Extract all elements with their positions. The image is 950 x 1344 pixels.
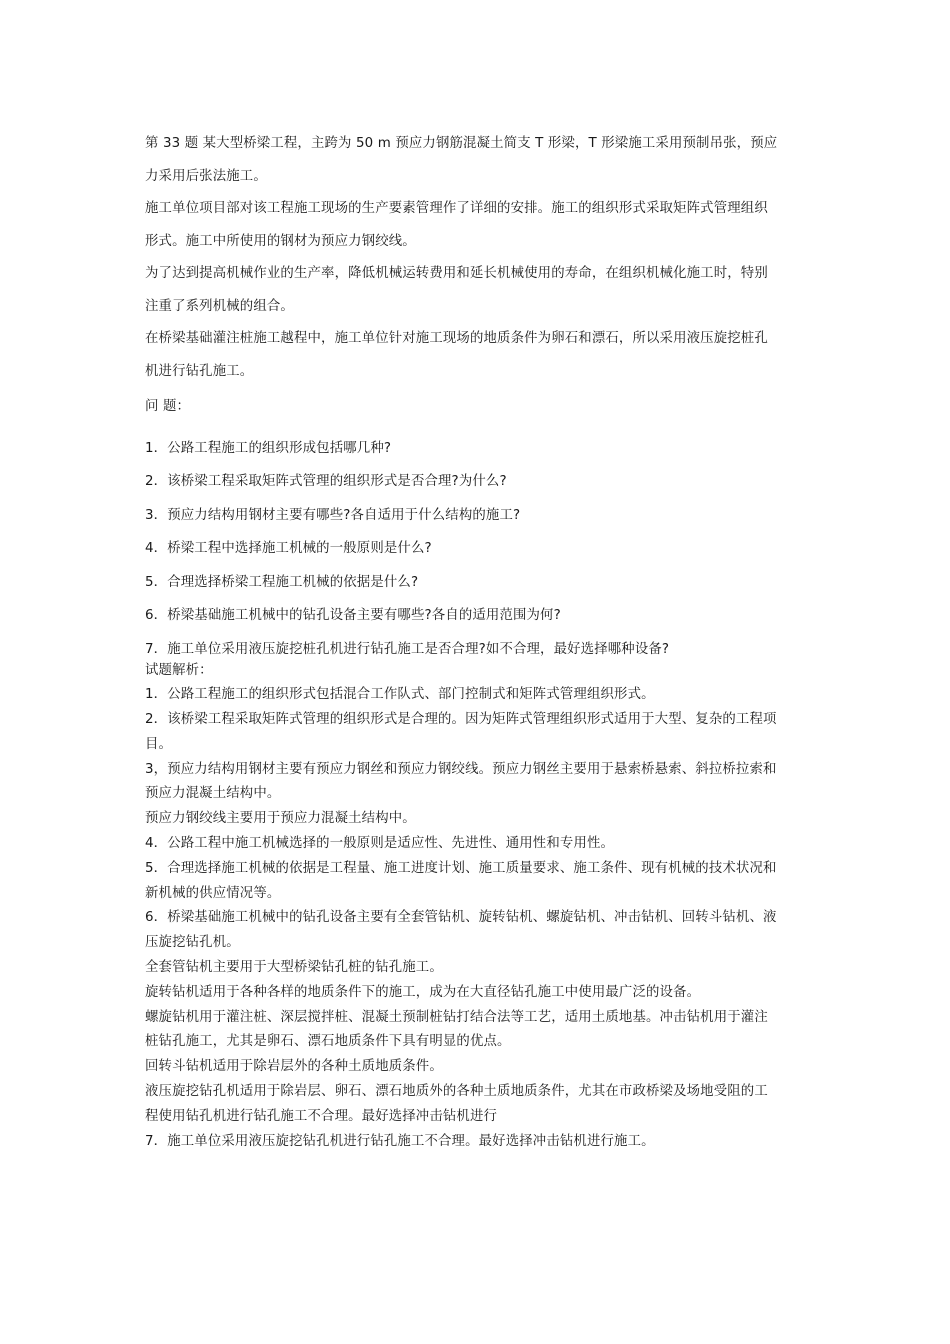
question-item: 1．公路工程施工的组织形成包括哪几种? (145, 440, 392, 456)
question-item: 2．该桥梁工程采取矩阵式管理的组织形式是否合理?为什么? (145, 474, 507, 489)
question-item: 7．施工单位采用液压旋挖桩孔机进行钻孔施工是否合理?如不合理，最好选择哪种设备? (145, 641, 670, 657)
question-item: 5．合理选择桥梁工程施工机械的依据是什么? (145, 574, 419, 590)
analysis-line: 程使用钻孔机进行钻孔施工不合理。最好选择冲击钻机进行 (145, 1108, 498, 1124)
analysis-heading: 试题解析： (145, 662, 213, 678)
analysis-line: 2．该桥梁工程采取矩阵式管理的组织形式是合理的。因为矩阵式管理组织形式适用于大型、复杂的工程项 (145, 712, 777, 728)
question-item: 4．桥梁工程中选择施工机械的一般原则是什么? (145, 541, 432, 556)
question-item: 6．桥梁基础施工机械中的钻孔设备主要有哪些?各自的适用范围为何? (145, 608, 561, 623)
intro-line: 施工单位项目部对该工程施工现场的生产要素管理作了详细的安排。施工的组织形式采取矩阵式管理组织 (145, 201, 768, 216)
analysis-line: 预应力钢绞线主要用于预应力混凝土结构中。 (145, 811, 416, 827)
analysis-line: 5．合理选择施工机械的依据是工程量、施工进度计划、施工质量要求、施工条件、现有机械的技术状况和 (145, 860, 777, 876)
questions-heading: 问 题： (145, 399, 191, 414)
analysis-line: 液压旋挖钻孔机适用于除岩层、卵石、漂石地质外的各种土质地质条件，尤其在市政桥梁及场地受阻的工 (145, 1084, 768, 1100)
analysis-line: 螺旋钻机用于灌注桩、深层搅拌桩、混凝土预制桩钻打结合法等工艺，适用土质地基。冲击钻机用于灌注 (145, 1009, 768, 1025)
document-body (145, 128, 807, 1154)
analysis-line: 3，预应力结构用钢材主要有预应力钢丝和预应力钢绞线。预应力钢丝主要用于悬索桥悬索、斜拉桥拉索和 (145, 761, 777, 777)
analysis-line: 7．施工单位采用液压旋挖钻孔机进行钻孔施工不合理。最好选择冲击钻机进行施工。 (145, 1133, 655, 1149)
intro-line: 第 33 题 某大型桥梁工程，主跨为 50 m 预应力钢筋混凝土简支 T 形梁，T 形梁施工采用预制吊张，预应 (145, 136, 778, 151)
analysis-line: 压旋挖钻孔机。 (145, 935, 240, 951)
intro-line: 在桥梁基础灌注桩施工越程中，施工单位针对施工现场的地质条件为卵石和漂石，所以采用液压旋挖桩孔 (145, 331, 768, 346)
analysis-line: 6．桥梁基础施工机械中的钻孔设备主要有全套管钻机、旋转钻机、螺旋钻机、冲击钻机、回转斗钻机、液 (145, 910, 777, 926)
analysis-line: 回转斗钻机适用于除岩层外的各种土质地质条件。 (145, 1059, 443, 1075)
question-item: 3．预应力结构用钢材主要有哪些?各自适用于什么结构的施工? (145, 507, 521, 523)
intro-line: 为了达到提高机械作业的生产率，降低机械运转费用和延长机械使用的寿命，在组织机械化施工时，特别 (145, 266, 768, 281)
intro-line: 注重了系列机械的组合。 (145, 298, 294, 314)
analysis-line: 新机械的供应情况等。 (145, 885, 281, 901)
intro-line: 形式。施工中所使用的钢材为预应力钢绞线。 (145, 233, 416, 249)
analysis-line: 1．公路工程施工的组织形式包括混合工作队式、部门控制式和矩阵式管理组织形式。 (145, 687, 655, 703)
intro-line: 机进行钻孔施工。 (145, 363, 254, 379)
analysis-line: 目。 (145, 736, 173, 752)
analysis-line: 4．公路工程中施工机械选择的一般原则是适应性、先进性、通用性和专用性。 (145, 836, 615, 852)
analysis-line: 全套管钻机主要用于大型桥梁钻孔桩的钻孔施工。 (145, 960, 443, 976)
analysis-line: 预应力混凝土结构中。 (145, 786, 281, 802)
analysis-line: 桩钻孔施工，尤其是卵石、漂石地质条件下具有明显的优点。 (145, 1034, 511, 1050)
analysis-line: 旋转钻机适用于各种各样的地质条件下的施工，成为在大直径钻孔施工中使用最广泛的设备。 (145, 984, 701, 1000)
intro-line: 力采用后张法施工。 (145, 168, 267, 184)
